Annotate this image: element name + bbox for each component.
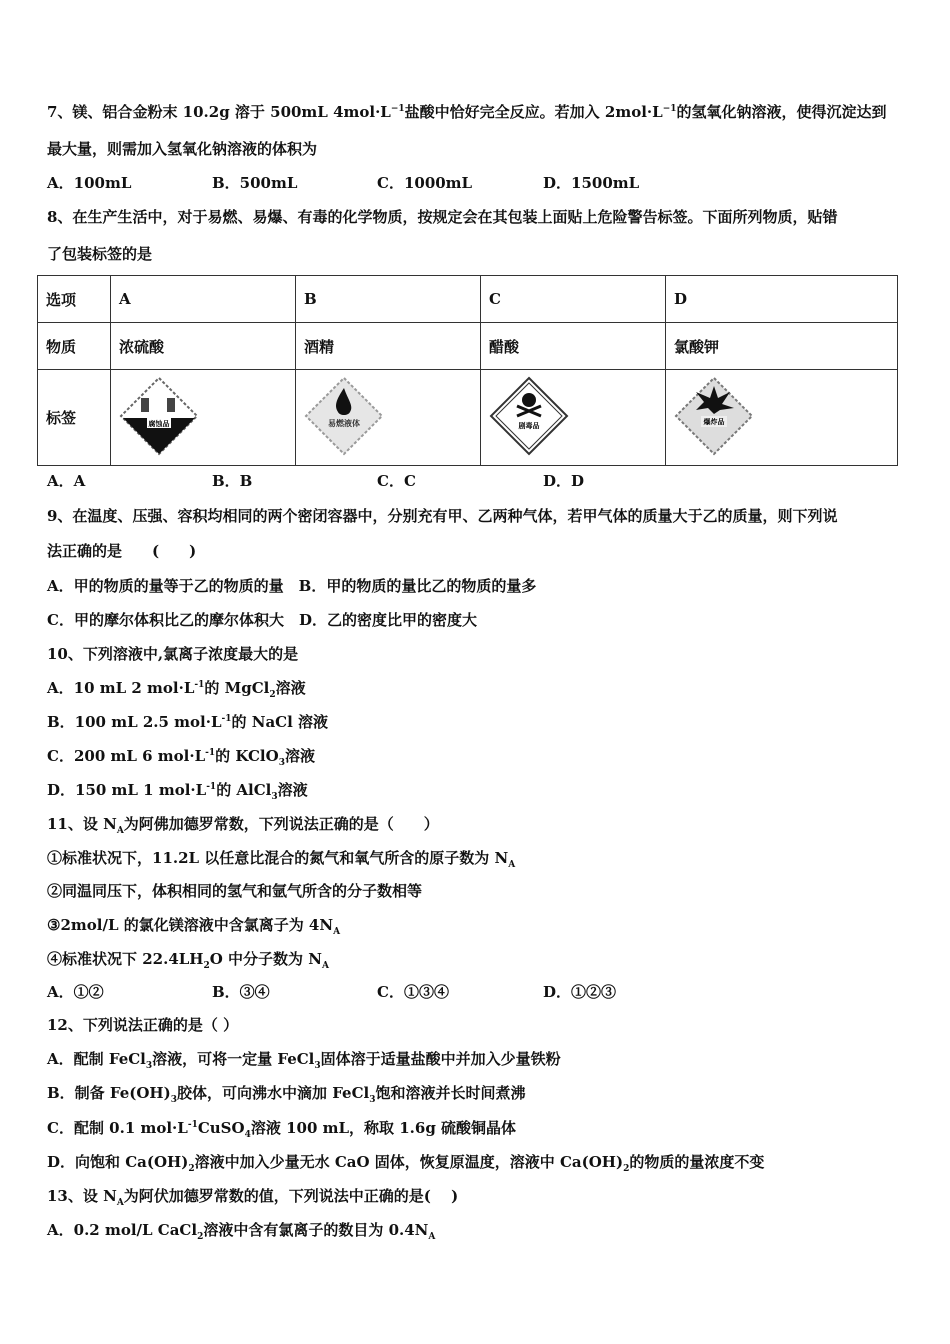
answer-option: C．C	[377, 472, 416, 490]
text-line	[47, 779, 308, 802]
text-line	[47, 101, 887, 122]
text-segment: 11、设 N	[47, 815, 117, 833]
text-segment: −1	[390, 104, 405, 114]
text-line	[47, 1014, 238, 1035]
text-segment: A	[321, 961, 329, 971]
svg-text:爆炸品: 爆炸品	[703, 417, 725, 426]
text-segment: 2	[188, 1164, 195, 1174]
answer-option: D．1500mL	[543, 174, 640, 192]
text-line	[47, 914, 340, 937]
text-line	[47, 1048, 561, 1071]
table-cell: D	[666, 276, 898, 323]
table-cell: 醋酸	[481, 323, 666, 370]
table-row	[38, 323, 898, 370]
answer-option: B．③④	[212, 983, 270, 1001]
toxic-label-cell	[481, 370, 666, 466]
flammable-label-cell	[296, 370, 481, 466]
answer-option: D．①②③	[543, 983, 617, 1001]
text-segment: 3	[314, 1061, 321, 1071]
answer-option: C．1000mL	[377, 174, 473, 192]
text-line	[47, 575, 536, 596]
text-segment: -1	[194, 680, 205, 690]
text-segment: 13、设 N	[47, 1187, 117, 1205]
text-line	[47, 813, 439, 836]
text-segment: 盐酸中恰好完全反应。若加入 2mol·L	[404, 103, 663, 121]
explosion-hazard-icon	[674, 376, 754, 456]
svg-text:剧毒品: 剧毒品	[518, 421, 540, 430]
answer-option: A．①②	[47, 983, 104, 1001]
text-segment: -1	[205, 748, 216, 758]
text-line	[47, 948, 329, 971]
text-line	[47, 745, 315, 768]
text-segment: A．10 mL 2 mol·L	[47, 679, 195, 697]
text-segment: 9、在温度、压强、容积均相同的两个密闭容器中，分别充有甲、乙两种气体，若甲气体的质量大于乙的质量，则下列说	[47, 507, 838, 525]
text-segment: CuSO	[197, 1119, 245, 1137]
text-segment: 溶液	[275, 679, 306, 697]
table-cell: 浓硫酸	[111, 323, 296, 370]
text-segment: A	[428, 1232, 436, 1242]
text-segment: 8、在生产生活中，对于易燃、易爆、有毒的化学物质，按规定会在其包装上面贴上危险警告标签。下面所列物质，贴错	[47, 208, 838, 226]
text-segment: ③2mol/L 的氯化镁溶液中含氯离子为 4N	[47, 916, 334, 934]
table-cell: 氯酸钾	[666, 323, 898, 370]
text-segment: 溶液	[284, 747, 315, 765]
text-segment: -1	[206, 782, 217, 792]
text-segment: D．向饱和 Ca(OH)	[47, 1153, 189, 1171]
answer-option: D．D	[543, 472, 585, 490]
text-segment: 2	[203, 961, 210, 971]
text-line	[47, 609, 477, 630]
text-segment: 的氢氧化钠溶液，使得沉淀达到	[676, 103, 887, 121]
text-segment: A	[333, 927, 341, 937]
svg-text:腐蚀品: 腐蚀品	[148, 419, 170, 428]
text-line	[47, 847, 515, 870]
text-segment: 3	[369, 1095, 376, 1105]
text-line	[47, 1151, 764, 1174]
text-segment: 固体溶于适量盐酸中并加入少量铁粉	[320, 1050, 561, 1068]
text-segment: 的 MgCl	[204, 679, 270, 697]
text-segment: B．制备 Fe(OH)	[47, 1084, 171, 1102]
text-segment: 溶液，可将一定量 FeCl	[152, 1050, 315, 1068]
text-line	[47, 677, 306, 700]
text-line	[47, 880, 422, 901]
table-cell: 物质	[38, 323, 111, 370]
text-segment: 溶液中含有氯离子的数目为 0.4N	[203, 1221, 429, 1239]
text-segment: 3	[278, 758, 285, 768]
text-segment: 2	[623, 1164, 630, 1174]
corrosive-label-cell	[111, 370, 296, 466]
text-segment: 为阿伏加德罗常数的值，下列说法中正确的是( )	[123, 1187, 459, 1205]
answer-option: A．A	[47, 472, 86, 490]
text-segment: 4	[244, 1130, 251, 1140]
answer-option: A．100mL	[47, 174, 132, 192]
text-segment: 7、镁、铝合金粉末 10.2g 溶于 500mL 4mol·L	[47, 103, 391, 121]
text-line	[47, 206, 837, 227]
table-row	[38, 370, 898, 466]
text-line	[47, 138, 317, 159]
text-segment: 2	[197, 1232, 204, 1242]
text-segment: 3	[271, 792, 278, 802]
text-segment: B．100 mL 2.5 mol·L	[47, 713, 222, 731]
text-segment: 10、下列溶液中,氯离子浓度最大的是	[47, 645, 299, 663]
text-segment: 溶液	[277, 781, 308, 799]
table-cell: 标签	[38, 370, 111, 466]
table-cell: 选项	[38, 276, 111, 323]
text-segment: −1	[662, 104, 677, 114]
text-segment: 法正确的是 ( )	[47, 542, 197, 560]
text-segment: C．配制 0.1 mol·L	[47, 1119, 188, 1137]
text-segment: 的 NaCl 溶液	[231, 713, 329, 731]
text-segment: -1	[187, 1120, 198, 1130]
table-cell: A	[111, 276, 296, 323]
text-segment: 的 AlCl	[216, 781, 272, 799]
text-segment: ①标准状况下，11.2L 以任意比混合的氮气和氧气所含的原子数为 N	[47, 849, 509, 867]
text-segment: O 中分子数为 N	[209, 950, 322, 968]
answer-option: B．B	[212, 472, 253, 490]
skull-hazard-icon	[489, 376, 569, 456]
text-segment: 胶体，可向沸水中滴加 FeCl	[176, 1084, 370, 1102]
text-segment: 饱和溶液并长时间煮沸	[375, 1084, 526, 1102]
text-segment: A	[508, 860, 516, 870]
text-segment: ②同温同压下，体积相同的氢气和氩气所含的分子数相等	[47, 882, 423, 900]
flame-hazard-icon	[304, 376, 384, 456]
text-line	[47, 243, 152, 264]
hazard-label-table	[37, 275, 898, 466]
text-segment: 了包装标签的是	[47, 245, 153, 263]
table-row	[38, 276, 898, 323]
text-segment: 3	[145, 1061, 153, 1071]
table-cell: 酒精	[296, 323, 481, 370]
table-cell: B	[296, 276, 481, 323]
text-segment: 的 KClO	[215, 747, 279, 765]
text-line	[47, 1082, 526, 1105]
answer-option: C．①③④	[377, 983, 449, 1001]
text-line	[47, 540, 196, 561]
text-segment: A	[116, 1198, 124, 1208]
text-segment: 3	[170, 1095, 177, 1105]
text-segment: 12、下列说法正确的是（ ）	[47, 1016, 239, 1034]
text-segment: ④标准状况下 22.4LH	[47, 950, 204, 968]
text-segment: C．200 mL 6 mol·L	[47, 747, 206, 765]
svg-text:易燃液体: 易燃液体	[328, 418, 360, 428]
text-segment: 为阿佛加德罗常数，下列说法正确的是（ ）	[123, 815, 439, 833]
text-line	[47, 1117, 516, 1140]
text-segment: -1	[221, 714, 232, 724]
text-segment: 的物质的量浓度不变	[629, 1153, 765, 1171]
corrosive-hazard-icon	[119, 376, 199, 456]
text-segment: A	[116, 826, 124, 836]
answer-option: B．500mL	[212, 174, 298, 192]
text-segment: 溶液 100 mL，称取 1.6g 硫酸铜晶体	[250, 1119, 517, 1137]
text-line	[47, 711, 328, 732]
table-cell: C	[481, 276, 666, 323]
explosive-label-cell	[666, 370, 898, 466]
text-line	[47, 1185, 458, 1208]
text-segment: A．配制 FeCl	[47, 1050, 146, 1068]
text-line	[47, 505, 837, 526]
text-segment: 2	[269, 690, 276, 700]
text-line	[47, 643, 298, 664]
text-segment: D．150 mL 1 mol·L	[47, 781, 207, 799]
text-segment: 最大量，则需加入氢氧化钠溶液的体积为	[47, 140, 318, 158]
text-segment: A．甲的物质的量等于乙的物质的量 B．甲的物质的量比乙的物质的量多	[47, 577, 537, 595]
text-segment: A．0.2 mol/L CaCl	[47, 1221, 198, 1239]
text-segment: 溶液中加入少量无水 CaO 固体，恢复原温度，溶液中 Ca(OH)	[194, 1153, 624, 1171]
text-line	[47, 1219, 435, 1242]
text-segment: C．甲的摩尔体积比乙的摩尔体积大 D．乙的密度比甲的密度大	[47, 611, 477, 629]
